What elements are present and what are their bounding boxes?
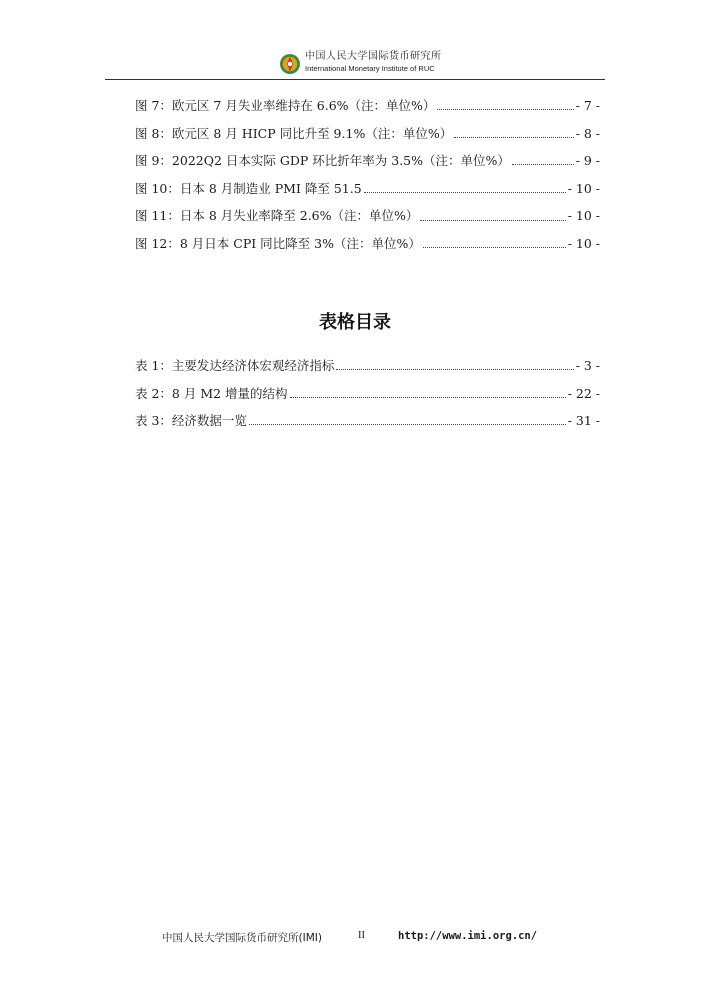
toc-leader-dots	[364, 192, 566, 193]
toc-entry[interactable]	[135, 230, 600, 258]
toc-entry[interactable]	[135, 175, 600, 203]
toc-entry-label: 图 11：日本 8 月失业率降至 2.6%（注：单位%）	[135, 208, 419, 224]
toc-entry-page: - 22 -	[567, 385, 600, 401]
toc-entry-label: 图 10：日本 8 月制造业 PMI 降至 51.5	[135, 180, 362, 196]
toc-entry[interactable]	[135, 352, 600, 380]
figure-toc	[135, 92, 600, 258]
toc-leader-dots	[423, 247, 566, 248]
toc-entry-page: - 10 -	[567, 208, 600, 224]
toc-entry-page: - 9 -	[575, 153, 600, 169]
toc-leader-dots	[249, 424, 566, 425]
toc-entry-page: - 7 -	[575, 98, 600, 113]
table-toc	[135, 352, 600, 435]
toc-entry-label: 图 9：2022Q2 日本实际 GDP 环比折年率为 3.5%（注：单位%）	[135, 153, 510, 169]
toc-entry[interactable]	[135, 407, 600, 435]
toc-entry-page: - 3 -	[575, 358, 600, 373]
toc-leader-dots	[336, 369, 573, 370]
header-org-en: International Monetary Institute of RUC	[305, 64, 435, 73]
toc-entry[interactable]	[135, 92, 600, 120]
toc-entry-label: 表 1：主要发达经济体宏观经济指标	[135, 358, 335, 373]
toc-entry[interactable]	[135, 202, 600, 230]
toc-leader-dots	[290, 397, 566, 398]
toc-entry-page: - 10 -	[567, 235, 600, 251]
header-divider	[105, 79, 605, 80]
toc-leader-dots	[454, 137, 573, 138]
page-footer	[0, 930, 710, 946]
toc-entry-page: - 10 -	[567, 180, 600, 196]
toc-entry-label: 图 8：欧元区 8 月 HICP 同比升至 9.1%（注：单位%）	[135, 125, 453, 141]
footer-page-number: II	[358, 930, 365, 941]
toc-entry-page: - 31 -	[567, 413, 600, 428]
toc-leader-dots	[420, 220, 565, 221]
toc-entry[interactable]	[135, 380, 600, 408]
header-org-cn: 中国人民大学国际货币研究所	[305, 51, 442, 62]
footer-url-link[interactable]: http://www.imi.org.cn/	[398, 930, 538, 942]
toc-entry-label: 图 7：欧元区 7 月失业率维持在 6.6%（注：单位%）	[135, 98, 436, 113]
toc-entry-label: 图 12：8 月日本 CPI 同比降至 3%（注：单位%）	[135, 235, 421, 251]
toc-leader-dots	[512, 164, 574, 165]
toc-leader-dots	[437, 109, 573, 110]
tables-toc-title: 表格目录	[319, 312, 391, 333]
toc-entry-label: 表 2：8 月 M2 增量的结构	[135, 385, 288, 401]
toc-entry-label: 表 3：经济数据一览	[135, 413, 247, 428]
header-org-text	[305, 52, 442, 73]
footer-org-name: 中国人民大学国际货币研究所(IMI)	[162, 932, 322, 944]
toc-entry[interactable]	[135, 147, 600, 175]
imi-logo-icon	[279, 53, 301, 75]
page-header	[0, 50, 710, 80]
toc-entry-page: - 8 -	[575, 125, 600, 141]
toc-entry[interactable]	[135, 120, 600, 148]
